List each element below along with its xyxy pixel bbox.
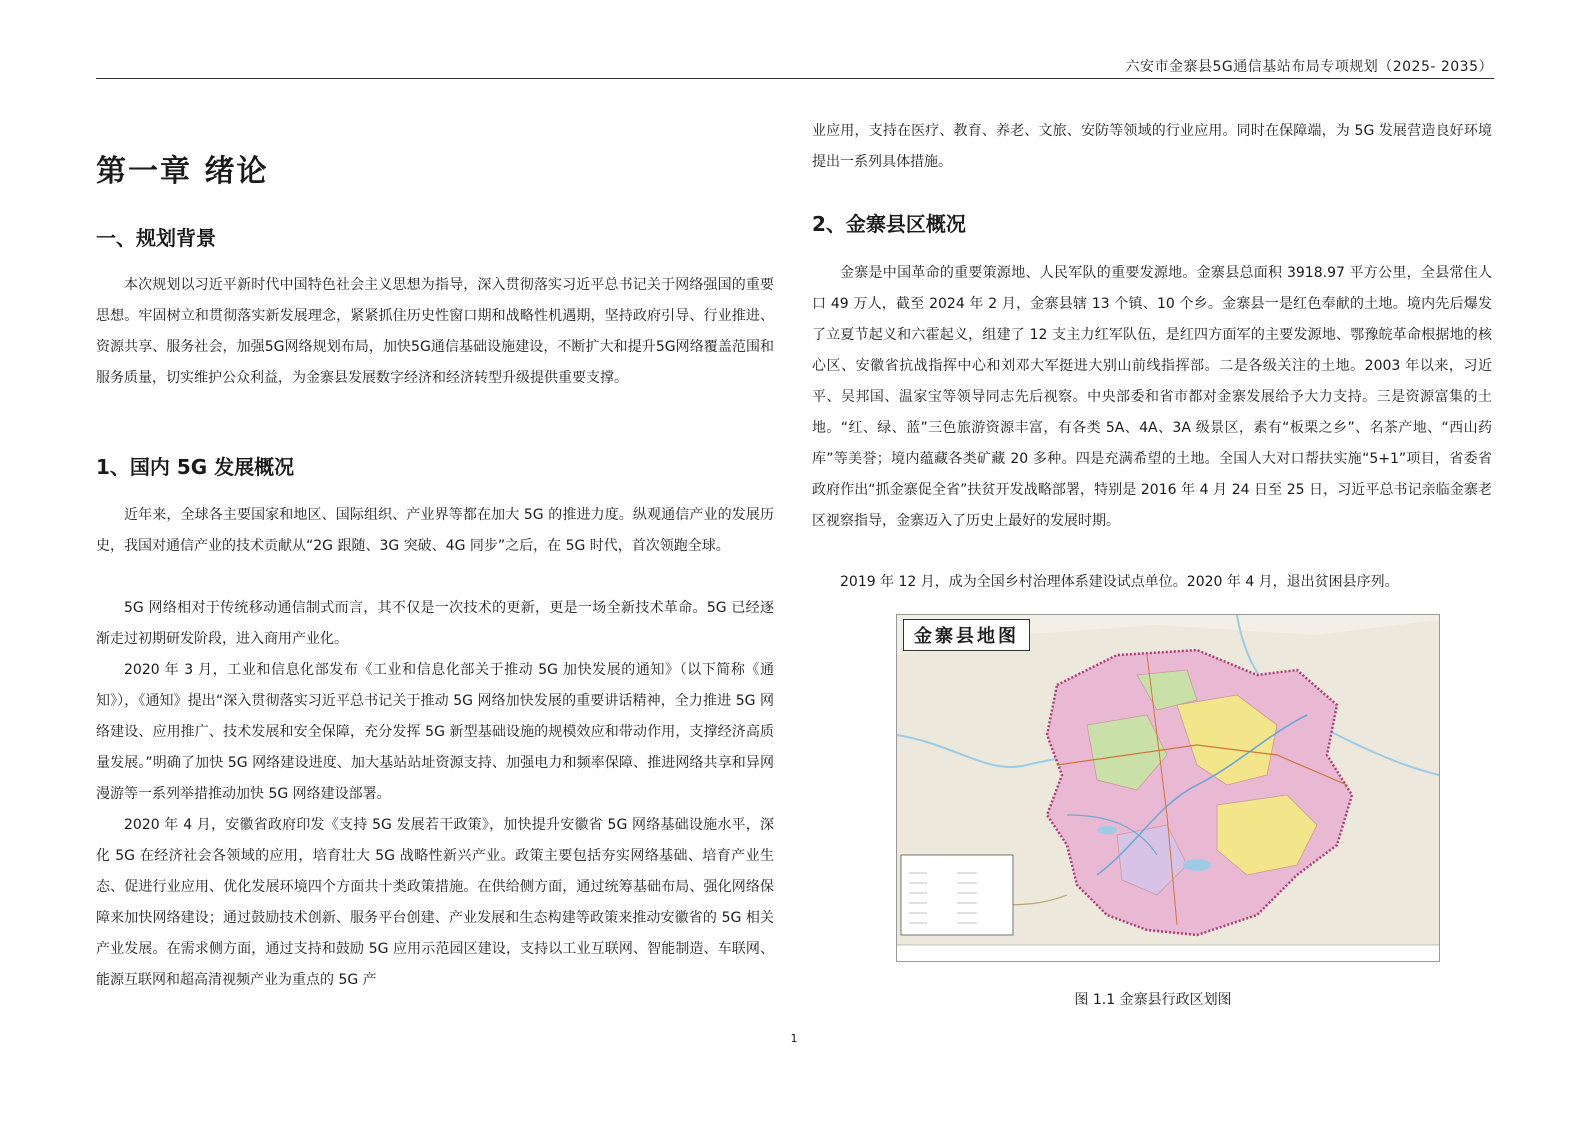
map-title-box xyxy=(903,619,1030,651)
map-title: 金寨县地图 xyxy=(914,626,1019,647)
subsection-heading-domestic-5g: 1、国内 5G 发展概况 xyxy=(96,455,295,479)
county-map-figure xyxy=(896,614,1440,962)
figure-caption: 图 1.1 金寨县行政区划图 xyxy=(1074,992,1232,1008)
paragraph-background: 本次规划以习近平新时代中国特色社会主义思想为指导，深入贯彻落实习近平总书记关于网络强国的重要思想。牢固树立和贯彻落实新发展理念，紧紧抓住历史性窗口期和战略性机遇期，坚持政府引导、行业推进、资源共享、服务社会，加强5G网络规划布局，加快5G通信基础设施建设，不断扩大和提升5G网络覆盖范围和服务质量，切实维护公众利益，为金寨县发展数字经济和经济转型升级提供重要支撑。 xyxy=(96,277,774,386)
paragraph-domestic-5g-1: 近年来，全球各主要国家和地区、国际组织、产业界等都在加大 5G 的推进力度。纵观通信产业的发展历史，我国对通信产业的技术贡献从“2G 跟随、3G 突破、4G 同步”之后，在 5G 时代，首次领跑全球。 xyxy=(96,507,774,554)
page-number: 1 xyxy=(790,1032,798,1045)
subsection-heading-jinzhai-overview: 2、金寨县区概况 xyxy=(812,212,966,236)
paragraph-domestic-5g-4: 2020 年 4 月，安徽省政府印发《支持 5G 发展若干政策》，加快提升安徽省 5G 网络基础设施水平，深化 5G 在经济社会各领域的应用，培育壮大 5G 战略性新兴产业。政策主要包括夯实网络基础、培育产业生态、促进行业应用、优化发展环境四个方面共十类政策措施。在供给侧方面，通过统筹基础布局、强化网络保障来加快网络建设；通过鼓励技术创新、服务平台创建、产业发展和生态构建等政策来推动安徽省的 5G 相关产业发展。在需求侧方面，通过支持和鼓励 5G 应用示范园区建设，支持以工业互联网、智能制造、车联网、能源互联网和超高清视频产业为重点的 5G 产 xyxy=(96,817,774,988)
paragraph-jinzhai-overview-1: 金寨是中国革命的重要策源地、人民军队的重要发源地。金寨县总面积 3918.97 平方公里，全县常住人口 49 万人，截至 2024 年 2 月，金寨县辖 13 个镇、10 个乡。金寨县一是红色奉献的土地。境内先后爆发了立夏节起义和六霍起义，组建了 12 支主力红军队伍，是红四方面军的主要发源地、鄂豫皖革命根据地的核心区、安徽省抗战指挥中心和刘邓大军挺进大别山前线指挥部。二是各级关注的土地。2003 年以来，习近平、吴邦国、温家宝等领导同志先后视察。中央部委和省市都对金寨发展给予大力支持。三是资源富集的土地。“红、绿、蓝”三色旅游资源丰富，有各类 5A、4A、3A 级景区，素有“板栗之乡”、名茶产地、“西山药库”等美誉；境内蕴藏各类矿藏 20 多种。四是充满希望的土地。全国人大对口帮扶实施“5+1”项目，省委省政府作出“抓金寨促全省”扶贫开发战略部署，特别是 2016 年 4 月 24 日至 25 日，习近平总书记亲临金寨老区视察指导，金寨迈入了历史上最好的发展时期。 xyxy=(812,265,1492,529)
county-map-image xyxy=(897,615,1439,961)
section-heading-background: 一、规划背景 xyxy=(96,226,216,250)
paragraph-domestic-5g-3: 2020 年 3 月，工业和信息化部发布《工业和信息化部关于推动 5G 加快发展的通知》（以下简称《通知》），《通知》提出“深入贯彻落实习近平总书记关于推动 5G 网络加快发展的重要讲话精神，全力推进 5G 网络建设、应用推广、技术发展和安全保障，充分发挥 5G 新型基础设施的规模效应和带动作用，支撑经济高质量发展。”明确了加快 5G 网络建设进度、加大基站站址资源支持、加强电力和频率保障、推进网络共享和异网漫游等一系列举措推动加快 5G 网络建设部署。 xyxy=(96,662,774,802)
paragraph-jinzhai-overview-2: 2019 年 12 月，成为全国乡村治理体系建设试点单位。2020 年 4 月，退出贫困县序列。 xyxy=(840,574,1399,590)
running-header: 六安市金寨县5G通信基站布局专项规划（2025- 2035） xyxy=(1125,59,1493,75)
paragraph-continued: 业应用，支持在医疗、教育、养老、文旅、安防等领域的行业应用。同时在保障端，为 5G 发展营造良好环境提出一系列具体措施。 xyxy=(812,123,1492,170)
header-rule xyxy=(96,78,1494,79)
chapter-title: 第一章 绪论 xyxy=(96,154,269,189)
paragraph-domestic-5g-2: 5G 网络相对于传统移动通信制式而言，其不仅是一次技术的更新，更是一场全新技术革命。5G 已经逐渐走过初期研发阶段，进入商用产业化。 xyxy=(96,600,774,647)
